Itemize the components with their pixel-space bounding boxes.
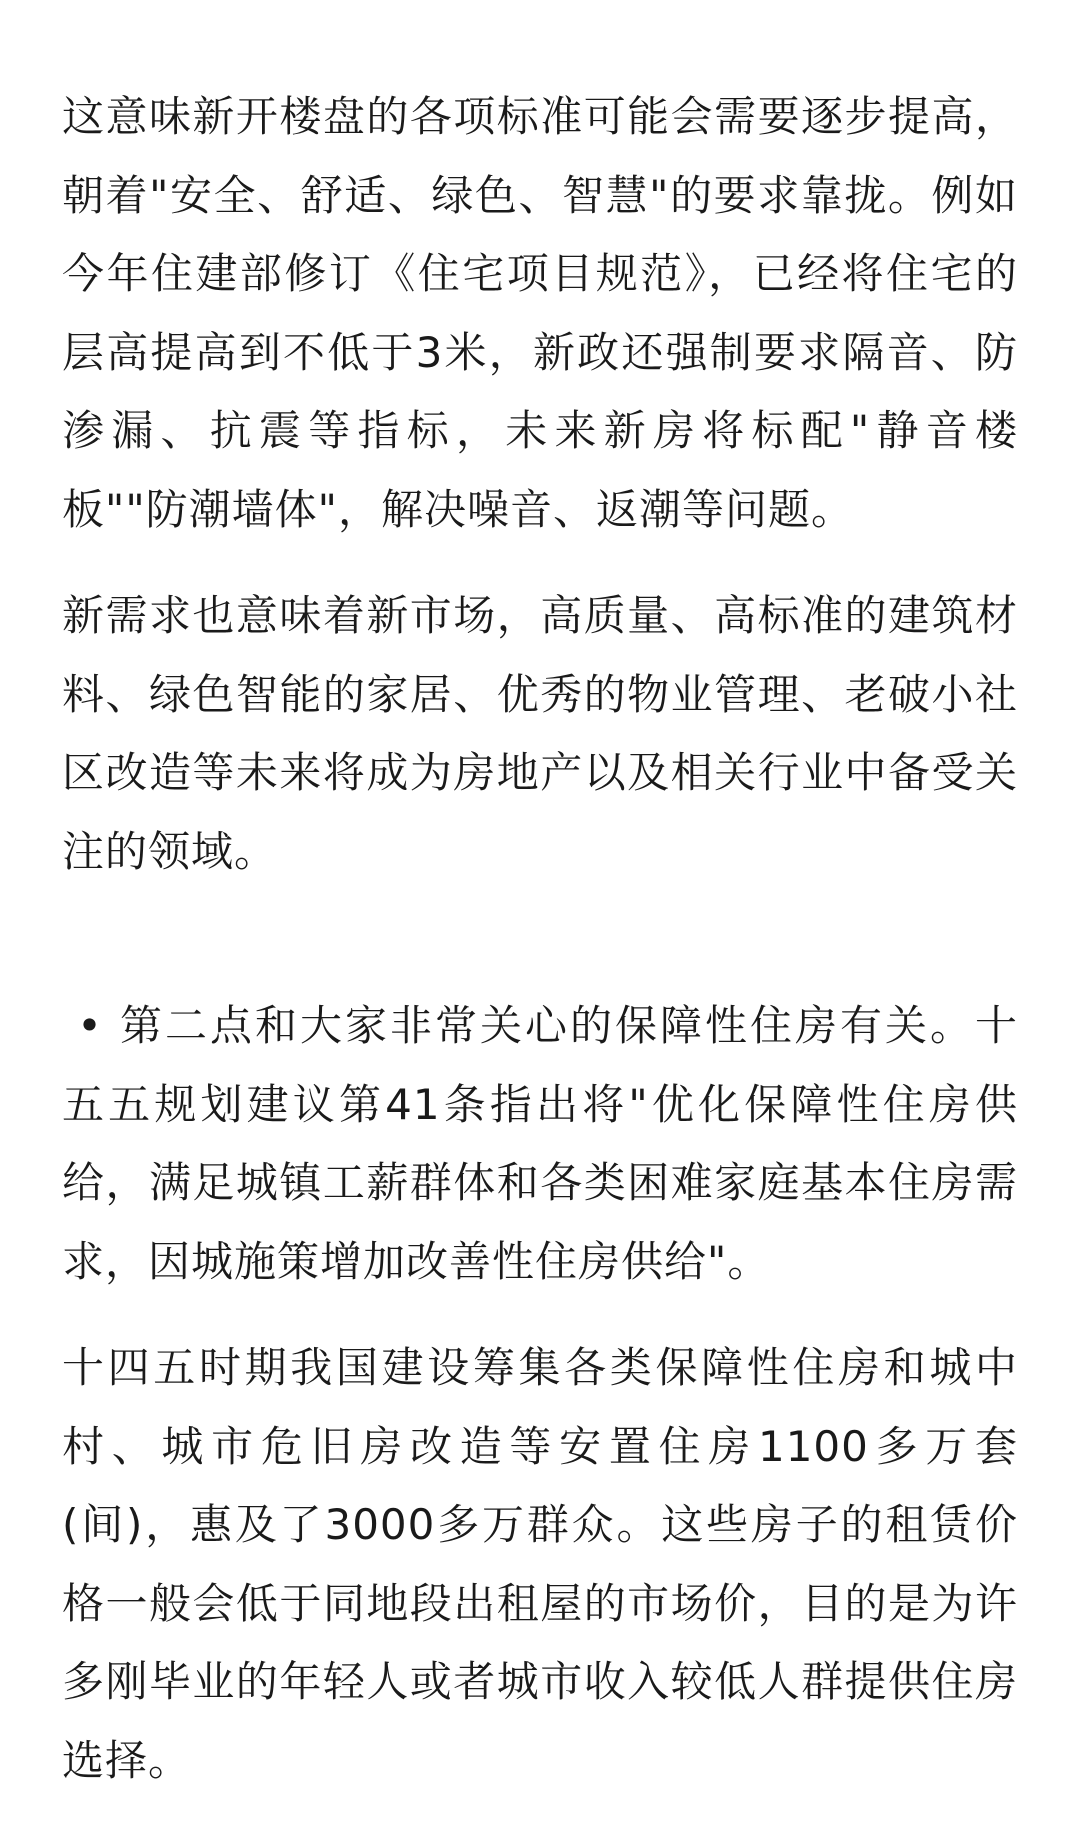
bullet-paragraph-text: 第二点和大家非常关心的保障性住房有关。十五五规划建议第41条指出将"优化保障性住房供给，满足城镇工薪群体和各类困难家庭基本住房需求，因城施策增加改善性住房供给"。 bbox=[62, 1001, 1018, 1286]
article-body bbox=[62, 78, 1018, 1828]
bullet-paragraph bbox=[62, 987, 1018, 1301]
paragraph-4: 十四五时期我国建设筹集各类保障性住房和城中村、城市危旧房改造等安置住房1100多万套(间)，惠及了3000多万群众。这些房子的租赁价格一般会低于同地段出租屋的市场价，目的是为许多刚毕业的年轻人或者城市收入较低人群提供住房选择。 bbox=[62, 1343, 1018, 1785]
bullet-dot: • bbox=[77, 1001, 103, 1050]
paragraph-1: 这意味新开楼盘的各项标准可能会需要逐步提高，朝着"安全、舒适、绿色、智慧"的要求靠拢。例如今年住建部修订《住宅项目规范》，已经将住宅的层高提高到不低于3米，新政还强制要求隔音、防渗漏、抗震等指标，未来新房将标配"静音楼板""防潮墙体"，解决噪音、返潮等问题。 bbox=[62, 92, 1018, 534]
paragraph-2: 新需求也意味着新市场，高质量、高标准的建筑材料、绿色智能的家居、优秀的物业管理、老破小社区改造等未来将成为房地产以及相关行业中备受关注的领域。 bbox=[62, 591, 1018, 876]
